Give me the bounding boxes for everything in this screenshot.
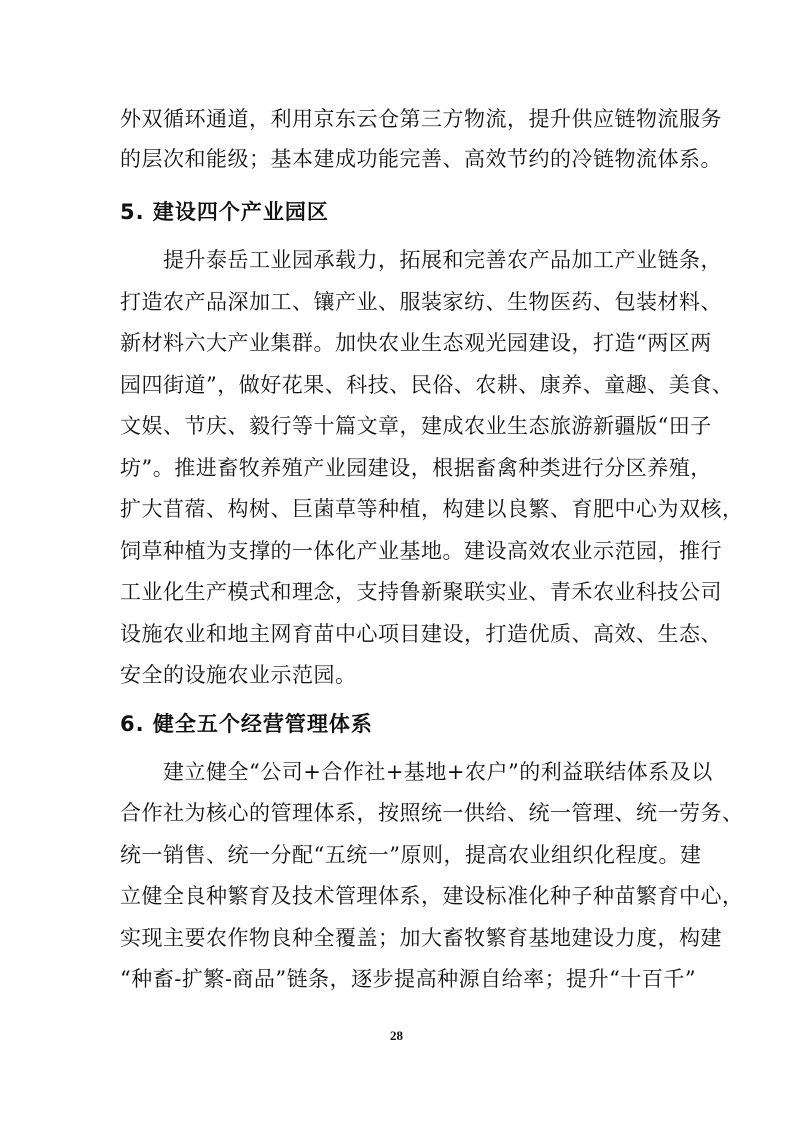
section-5-line: 安全的设施农业示范园。 [120,663,357,687]
page-number: 28 [390,1028,403,1043]
section-5-line: 园四街道”，做好花果、科技、民俗、农耕、康养、童趣、美食、 [120,373,734,397]
section-5-line: 坊”。推进畜牧养殖产业园建设，根据畜禽种类进行分区养殖， [120,456,712,480]
section-6-line: 实现主要农作物良种全覆盖；加大畜牧繁育基地建设力度，构建 [120,926,722,950]
section-6-line: “种畜-扩繁-商品”链条，逐步提高种源自给率；提升“十百千” [120,967,697,991]
section-6-line: 统一销售、统一分配“五统一”原则，提高农业组织化程度。建 [120,843,702,867]
intro-line-2: 的层次和能级；基本建成功能完善、高效节约的冷链物流体系。 [120,147,722,171]
intro-line-1: 外双循环通道，利用京东云仓第三方物流，提升供应链物流服务 [120,107,722,131]
section-5-line: 提升泰岳工业园承载力，拓展和完善农产品加工产业链条， [120,248,722,272]
section-6-line: 合作社为核心的管理体系，按照统一供给、统一管理、统一劳务、 [120,801,744,825]
section-5-line: 设施农业和地主网育苗中心项目建设，打造优质、高效、生态、 [120,622,722,646]
section-5-line: 饲草种植为支撑的一体化产业基地。建设高效农业示范园，推行 [120,539,722,563]
section-6-line: 立健全良种繁育及技术管理体系，建设标准化种子种苗繁育中心， [120,884,744,908]
section-5-line: 新材料六大产业集群。加快农业生态观光园建设，打造“两区两 [120,331,712,355]
section-5-line: 打造农产品深加工、镶产业、服装家纺、生物医药、包装材料、 [120,290,722,314]
section-5-line: 扩大苜蓿、构树、巨菌草等种植，构建以良繁、育肥中心为双核， [120,497,744,521]
section-5-line: 文娱、节庆、毅行等十篇文章，建成农业生态旅游新疆版“田子 [120,414,712,438]
section-6-heading: 6. 健全五个经营管理体系 [120,712,373,736]
section-5-heading: 5. 建设四个产业园区 [120,200,329,224]
section-6-line: 建立健全“公司+合作社+基地+农户”的利益联结体系及以 [120,760,713,784]
section-5-line: 工业化生产模式和理念，支持鲁新聚联实业、青禾农业科技公司 [120,580,722,604]
